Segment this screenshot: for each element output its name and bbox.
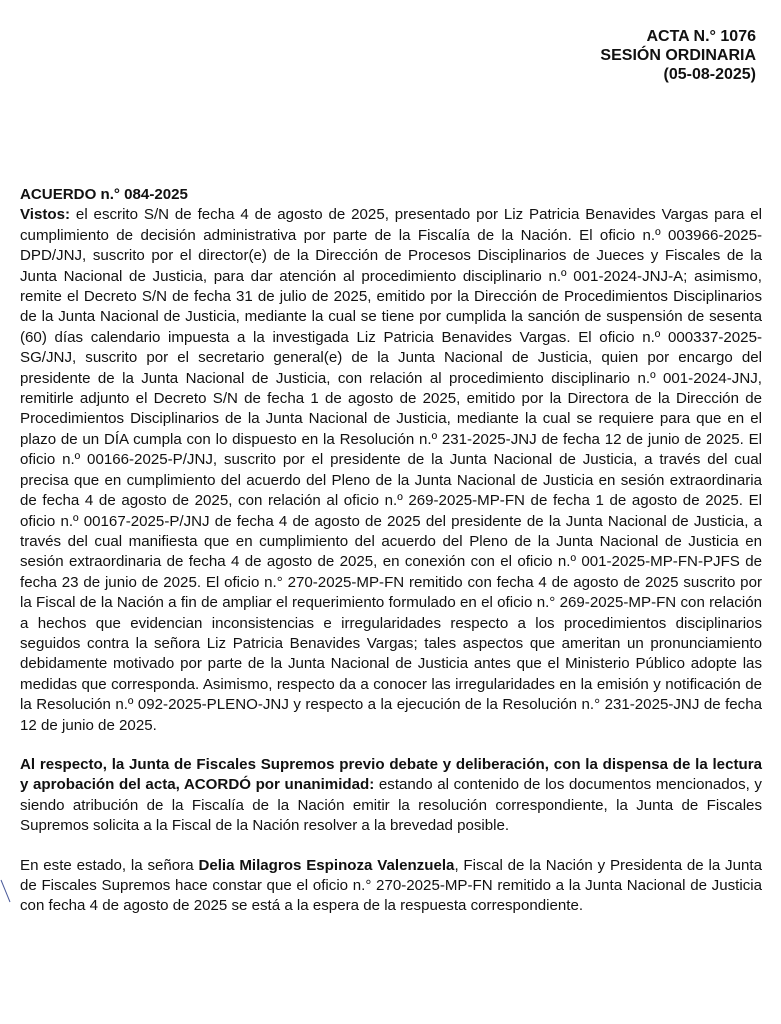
margin-pen-mark <box>0 878 12 904</box>
session-type: SESIÓN ORDINARIA <box>600 47 756 64</box>
acuerdo-title: ACUERDO n.° 084-2025 <box>20 186 188 203</box>
document-body <box>20 185 762 917</box>
session-date: (05-08-2025) <box>663 66 756 83</box>
respecto-bold-text: Al respecto, la Junta de Fiscales Supremos previo debate y deliberación, con la dispensa de la lectura y aprobación del acta, ACORDÓ por unanimidad: <box>20 755 762 794</box>
estado-text-after: , Fiscal de la Nación y Presidenta de la Junta de Fiscales Supremos hace constar que el oficio n.° 270-2025-MP-FN remitido a la Junta Nacional de Justicia con fecha 4 de agosto de 2025 se está a la espera de la respuesta correspondiente. <box>20 856 762 915</box>
estado-text-before: En este estado, la señora <box>20 856 199 874</box>
fiscal-name: Delia Milagros Espinoza Valenzuela <box>198 856 455 874</box>
respecto-text: estando al contenido de los documentos mencionados, y siendo atribución de la Fiscalía de la Nación emitir la resolución correspondiente, la Junta de Fiscales Supremos solicita a la Fiscal de la Nación resolver a la brevedad posible. <box>20 776 762 835</box>
respecto-paragraph <box>20 755 762 837</box>
estado-paragraph <box>20 856 762 917</box>
acta-header <box>600 27 756 84</box>
acta-number: ACTA N.° 1076 <box>646 28 756 45</box>
vistos-text: el escrito S/N de fecha 4 de agosto de 2025, presentado por Liz Patricia Benavides Vargas para el cumplimiento de decisión administrativa por parte de la Fiscalía de la Nación. El oficio n.º 003966-2025-DPD/JNJ, suscrito por el director(e) de la Dirección de Procesos Disciplinarios de Jueces y Fiscales de la Junta Nacional de Justicia, para dar atención al procedimiento disciplinario n.º 001-2024-JNJ-A; asimismo, remite el Decreto S/N de fecha 31 de julio de 2025, emitido por la Dirección de Procedimientos Disciplinarios de la Junta Nacional de Justicia, mediante la cual se tiene por cumplida la sanción de suspensión de sesenta (60) días calendario impuesta a la investigada Liz Patricia Benavides Vargas. El oficio n.º 000337-2025-SG/JNJ, suscrito por el secretario general(e) de la Junta Nacional de Justicia, quien por encargo del presidente de la Junta Nacional de Justicia, con relación al procedimiento disciplinario n.º 001-2024-JNJ, remitirle adjunto el Decreto S/N de fecha 1 de agosto de 2025, emitido por la Directora de la Dirección de Procedimientos Disciplinarios de la Junta Nacional de Justicia, mediante la cual se requiere para que en el plazo de un DÍA cumpla con lo dispuesto en la Resolución n.º 231-2025-JNJ de fecha 12 de junio de 2025. El oficio n.º 00166-2025-P/JNJ, suscrito por el presidente de la Junta Nacional de Justicia, a través del cual precisa que en cumplimiento del acuerdo del Pleno de la Junta Nacional de Justicia en sesión extraordinaria de fecha 4 de agosto de 2025, con relación al oficio n.º 269-2025-MP-FN de fecha 1 de agosto de 2025. El oficio n.º 00167-2025-P/JNJ de fecha 4 de agosto de 2025 del presidente de la Junta Nacional de Justicia, a través del cual manifiesta que en cumplimiento del acuerdo del Pleno de la Junta Nacional de Justicia en sesión extraordinaria de fecha 4 de agosto de 2025, en conexión con el oficio n.º 001-2025-MP-FN-PJFS de fecha 23 de junio de 2025. El oficio n.° 270-2025-MP-FN remitido con fecha 4 de agosto de 2025 suscrito por la Fiscal de la Nación a fin de ampliar el requerimiento formulado en el oficio n.° 269-2025-MP-FN con relación a hechos que evidencian inconsistencias e irregularidades respecto a los procedimientos disciplinarios seguidos contra la señora Liz Patricia Benavides Vargas; tales aspectos que ameritan un pronunciamiento debidamente motivado por parte de la Junta Nacional de Justicia antes que el Ministerio Público adopte las medidas que corresponda. Asimismo, respecto da a conocer las irregularidades en la emisión y notificación de la Resolución n.º 092-2025-PLENO-JNJ y respecto a la ejecución de la Resolución n.° 231-2025-JNJ de fecha 12 de junio de 2025. <box>20 206 762 734</box>
vistos-label: Vistos: <box>20 206 71 224</box>
vistos-paragraph <box>20 205 762 736</box>
